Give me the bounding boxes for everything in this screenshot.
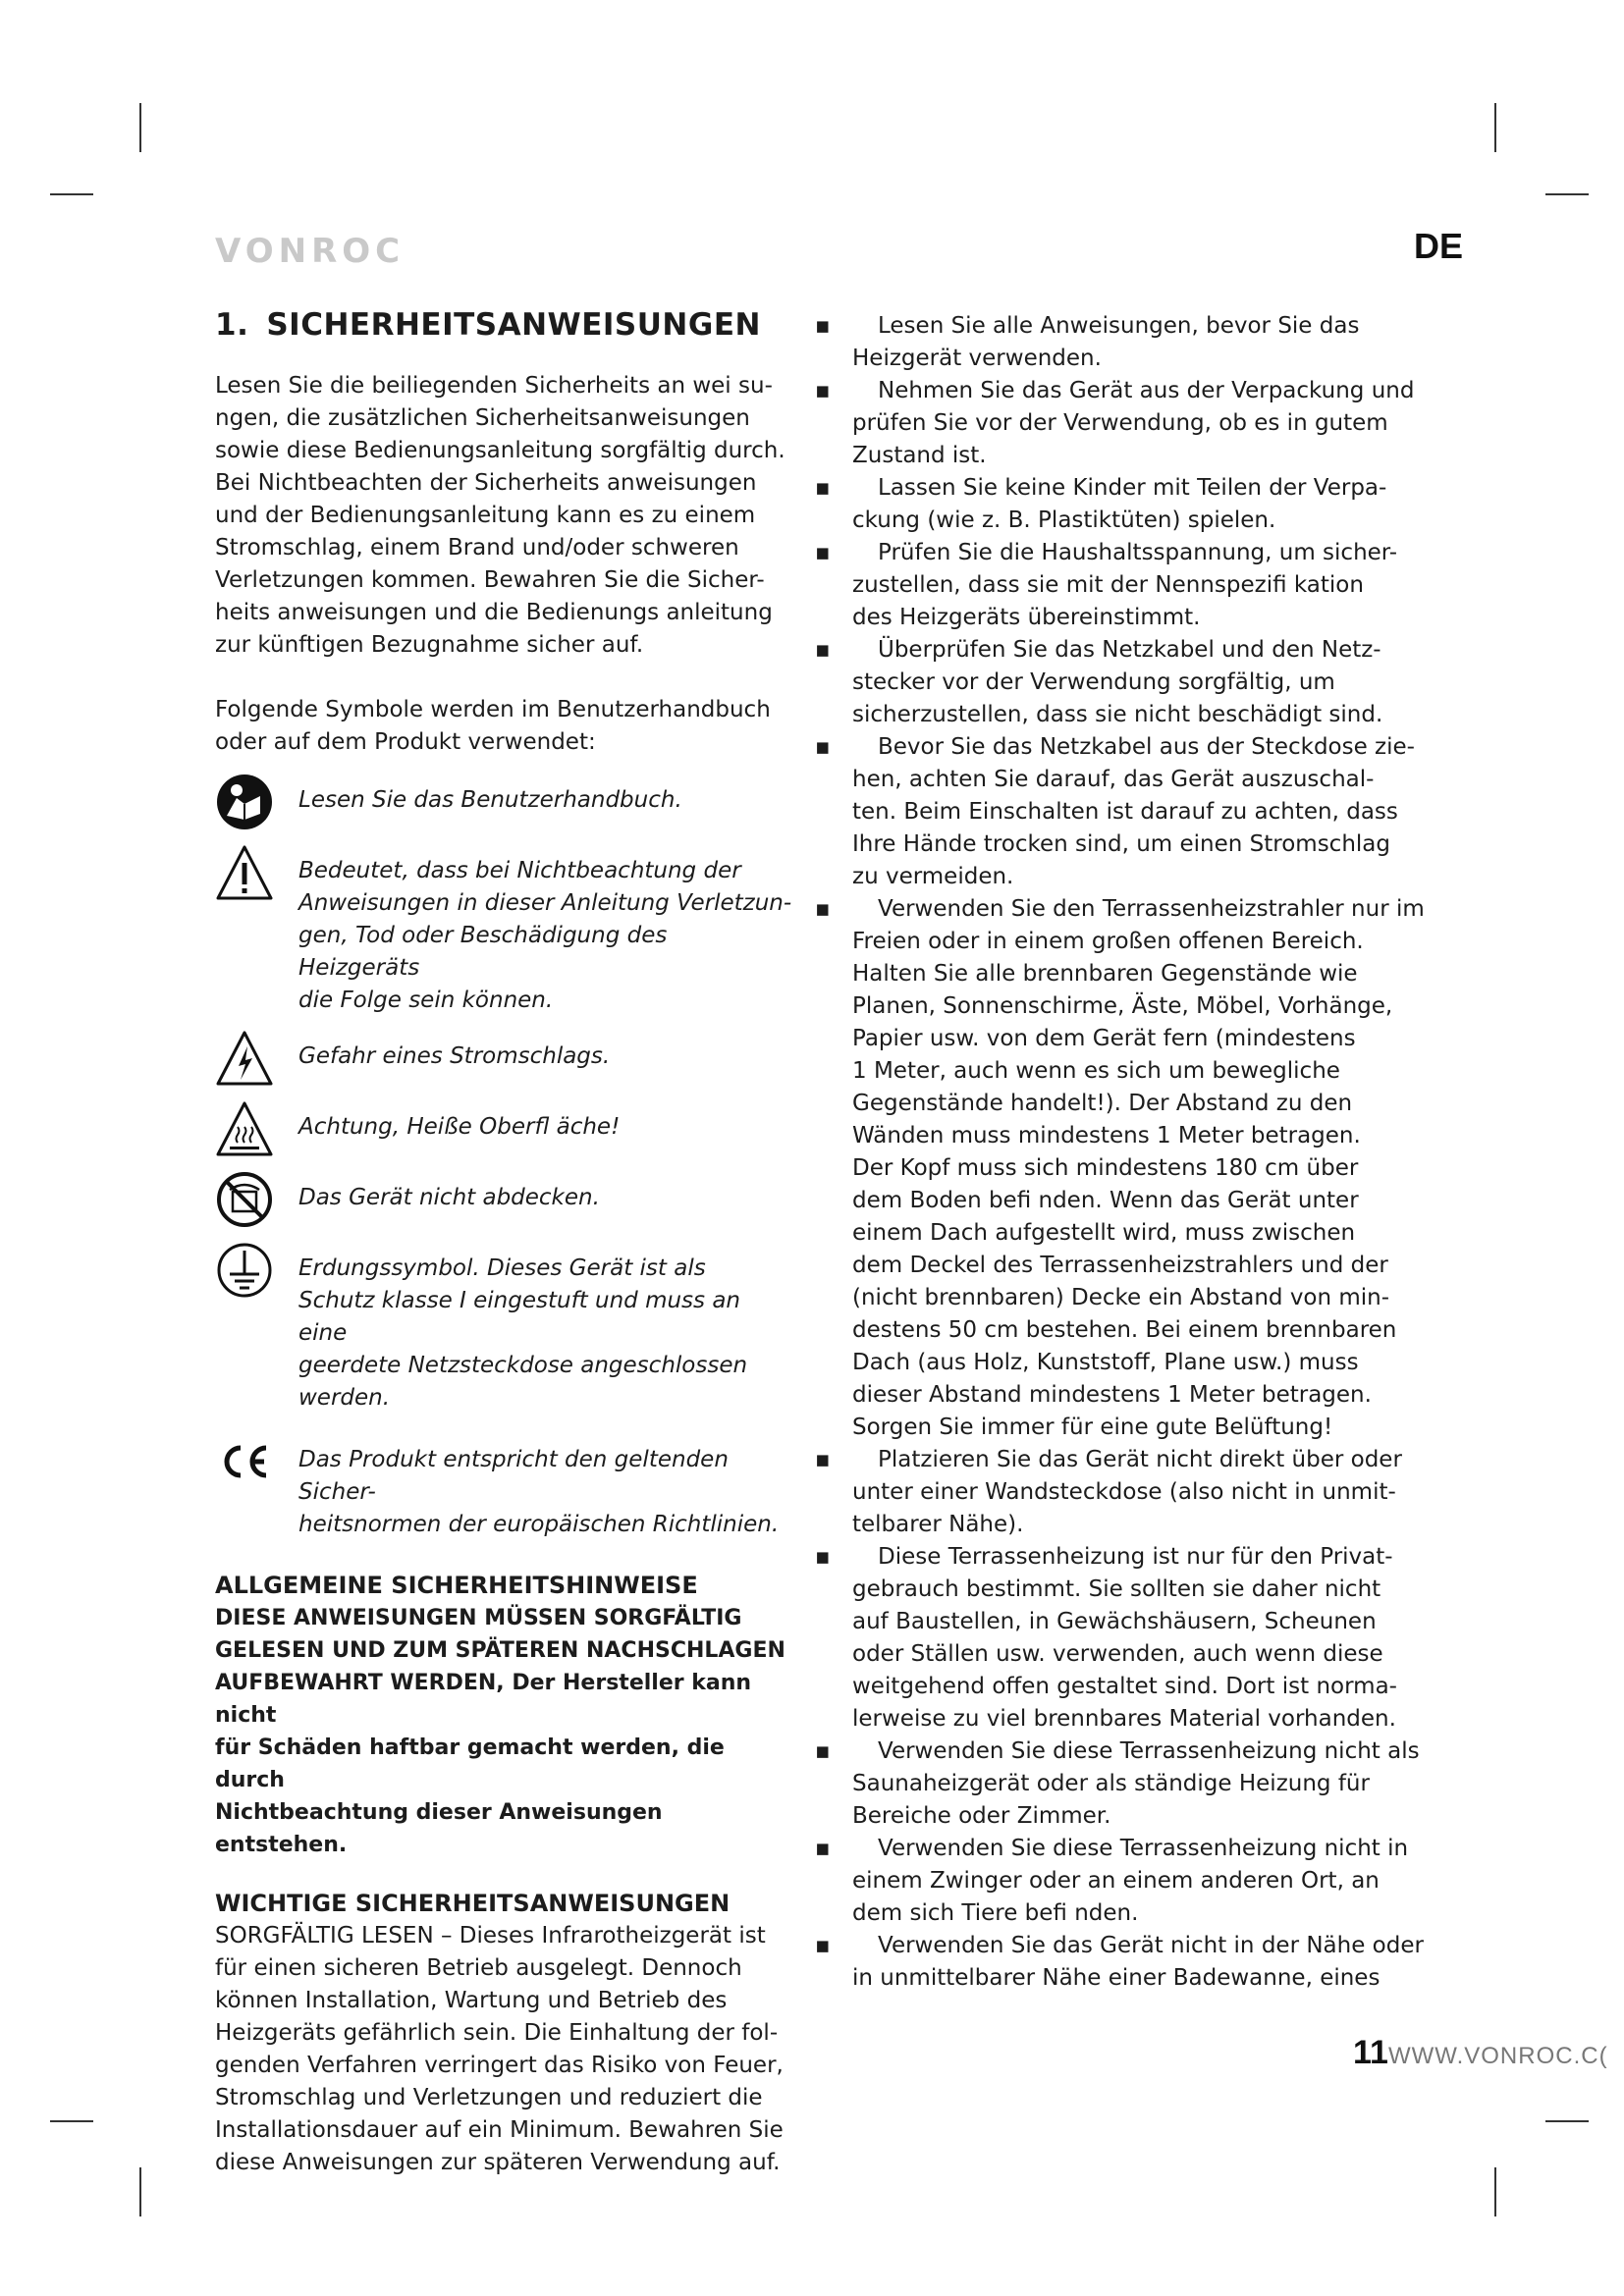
bullet-marker: ▪ (815, 475, 831, 501)
important-safety-text: SORGFÄLTIG LESEN – Dieses Infrarotheizgerät ist für einen sicheren Betrieb ausgelegt. Dennoch können Installation, Wartung und Betrieb des Heizgeräts gefährlich sein. Die Einhaltung der fol- genden Verfahren verringert das Risiko von Feuer, Stromschlag und Verletzungen und reduziert die Installationsdauer auf ein Minimum. Bewahren Sie diese Anweisungen zur späteren Verwendung auf. (215, 1923, 784, 2175)
language-code: DE (1414, 226, 1464, 266)
bullet-line: Gegenstände handelt!). Der Abstand zu den (852, 1091, 1353, 1116)
bullet-line: Nehmen Sie das Gerät aus der Verpackung und (878, 378, 1415, 403)
manual-icon (215, 773, 274, 831)
general-safety-notice: DIESE ANWEISUNGEN MÜSSEN SORGFÄLTIG GELESEN UND ZUM SPÄTEREN NACHSCHLAGEN AUFBEWAHRT WERDEN, Der Hersteller kann nicht für Schäden haftbar gemacht werden, die durch Nichtbeachtung dieser Anweisungen entstehen. (215, 1606, 785, 1857)
crop-mark (139, 2167, 141, 2216)
bullet-line: lerweise zu viel brennbares Material vorhanden. (852, 1706, 1396, 1732)
bullet-item (817, 310, 1426, 375)
bullet-line: Diese Terrassenheizung ist nur für den Privat- (878, 1544, 1393, 1570)
crop-mark (50, 193, 93, 195)
bullet-line: Lassen Sie keine Kinder mit Teilen der Verpa- (878, 475, 1387, 501)
bullet-item (817, 1444, 1426, 1541)
bullet-line: Bereiche oder Zimmer. (852, 1803, 1111, 1829)
bullet-line: ckung (wie z. B. Plastiktüten) spielen. (852, 507, 1276, 533)
page-number: 11 (1353, 2034, 1388, 2071)
bullet-item (817, 634, 1426, 731)
bullet-line: zu vermeiden. (852, 864, 1014, 889)
symbol-row: Bedeutet, dass bei Nichtbeachtung der Anweisungen in dieser Anleitung Verletzun- gen, Tod oder Beschädigung des Heizgeräts die Folge sein können. (215, 843, 794, 1017)
bullet-item (817, 1930, 1426, 1995)
electric-shock-icon (215, 1029, 274, 1088)
bullet-line: auf Baustellen, in Gewächshäusern, Scheunen (852, 1609, 1377, 1634)
bullet-line: dem Deckel des Terrassenheizstrahlers und der (852, 1253, 1388, 1278)
intro-paragraph: Lesen Sie die beiliegenden Sicherheits an wei su- ngen, die zusätzlichen Sicherheitsanweisungen sowie diese Bedienungsanleitung sorgfältig durch. Bei Nichtbeachten der Sicherheits anweisungen und der Bedienungsanleitung kann es zu einem Stromschlag, einem Brand und/oder schweren Verletzungen kommen. Bewahren Sie die Sicher- heits anweisungen und die Bedienungs anleitung zur künftigen Bezugnahme sicher auf. (215, 373, 785, 658)
bullet-line: Verwenden Sie den Terrassenheizstrahler nur im (878, 896, 1425, 922)
bullet-marker: ▪ (815, 1544, 831, 1570)
symbol-row: Gefahr eines Stromschlags. (215, 1029, 794, 1088)
bullet-line: Verwenden Sie das Gerät nicht in der Nähe oder (878, 1933, 1424, 1958)
bullet-marker: ▪ (815, 1738, 831, 1764)
earth-ground-icon (215, 1241, 274, 1300)
symbol-row: Das Gerät nicht abdecken. (215, 1170, 794, 1229)
brand-logo: VONROC (215, 232, 406, 271)
symbol-row: Achtung, Heiße Oberfl äche! (215, 1099, 794, 1158)
bullet-line: Heizgerät verwenden. (852, 346, 1102, 371)
bullet-line: unter einer Wandsteckdose (also nicht in unmit- (852, 1479, 1396, 1505)
bullet-marker: ▪ (815, 378, 831, 403)
crop-mark (139, 103, 141, 152)
bullet-line: Papier usw. von dem Gerät fern (mindestens (852, 1026, 1356, 1051)
symbol-row: Erdungssymbol. Dieses Gerät ist als Schutz klasse I eingestuft und muss an eine geerdete Netzsteckdose angeschlossen werden. (215, 1241, 794, 1415)
bullet-line: Ihre Hände trocken sind, um einen Stromschlag (852, 831, 1390, 857)
bullet-line: einem Dach aufgestellt wird, muss zwischen (852, 1220, 1356, 1246)
bullet-line: Lesen Sie alle Anweisungen, bevor Sie das (878, 313, 1360, 339)
bullet-item (817, 731, 1426, 893)
general-safety-heading: ALLGEMEINE SICHERHEITSHINWEISE (215, 1572, 698, 1599)
bullet-line: hen, achten Sie darauf, das Gerät auszuschal- (852, 767, 1375, 792)
hot-surface-icon (215, 1099, 274, 1158)
right-column (817, 310, 1426, 1995)
important-safety-heading: WICHTIGE SICHERHEITSANWEISUNGEN (215, 1890, 731, 1917)
bullet-marker: ▪ (815, 1836, 831, 1861)
bullet-item (817, 893, 1426, 1444)
bullet-line: 1 Meter, auch wenn es sich um bewegliche (852, 1058, 1340, 1084)
bullet-line: Der Kopf muss sich mindestens 180 cm über (852, 1155, 1359, 1181)
bullet-item (817, 1735, 1426, 1833)
bullet-line: telbarer Nähe). (852, 1512, 1024, 1537)
bullet-marker: ▪ (815, 540, 831, 565)
bullet-line: destens 50 cm bestehen. Bei einem brennbaren (852, 1317, 1397, 1343)
crop-mark (1545, 2120, 1589, 2122)
bullet-line: Überprüfen Sie das Netzkabel und den Netz- (878, 637, 1381, 663)
bullet-line: Freien oder in einem großen offenen Bereich. (852, 929, 1364, 954)
bullet-line: Verwenden Sie diese Terrassenheizung nicht als (878, 1738, 1420, 1764)
bullet-line: weitgehend offen gestaltet sind. Dort ist norma- (852, 1674, 1397, 1699)
bullet-line: prüfen Sie vor der Verwendung, ob es in gutem (852, 410, 1388, 436)
bullet-line: Prüfen Sie die Haushaltsspannung, um sicher- (878, 540, 1398, 565)
symbol-row: Das Produkt entspricht den geltenden Sicher- heitsnormen der europäischen Richtlinien. (215, 1432, 794, 1541)
bullet-line: Verwenden Sie diese Terrassenheizung nicht in (878, 1836, 1409, 1861)
ce-mark-icon (215, 1432, 274, 1491)
bullet-item (817, 1541, 1426, 1735)
bullet-line: gebrauch bestimmt. Sie sollten sie daher nicht (852, 1576, 1381, 1602)
bullet-line: oder Ställen usw. verwenden, auch wenn diese (852, 1641, 1383, 1667)
bullet-line: Saunaheizgerät oder als ständige Heizung für (852, 1771, 1370, 1796)
bullet-line: ten. Beim Einschalten ist darauf zu achten, dass (852, 799, 1398, 825)
bullet-line: stecker vor der Verwendung sorgfältig, um (852, 669, 1335, 695)
bullet-marker: ▪ (815, 313, 831, 339)
page-footer (1353, 2034, 1608, 2072)
bullet-line: Planen, Sonnenschirme, Äste, Möbel, Vorhänge, (852, 993, 1393, 1019)
bullet-line: Wänden muss mindestens 1 Meter betragen. (852, 1123, 1361, 1148)
bullet-marker: ▪ (815, 734, 831, 760)
do-not-cover-icon (215, 1170, 274, 1229)
bullet-line: sicherzustellen, dass sie nicht beschädigt sind. (852, 702, 1383, 727)
left-column (215, 299, 794, 2179)
symbol-row: Lesen Sie das Benutzerhandbuch. (215, 773, 794, 831)
bullet-line: Dach (aus Holz, Kunststoff, Plane usw.) muss (852, 1350, 1359, 1375)
bullet-line: Platzieren Sie das Gerät nicht direkt über oder (878, 1447, 1402, 1472)
bullet-marker: ▪ (815, 637, 831, 663)
crop-mark (1545, 193, 1589, 195)
website-url: WWW.VONROC.C( (1387, 2043, 1608, 2069)
bullet-item (817, 472, 1426, 537)
bullet-line: dem Boden befi nden. Wenn das Gerät unter (852, 1188, 1359, 1213)
bullet-marker: ▪ (815, 1933, 831, 1958)
bullet-line: Bevor Sie das Netzkabel aus der Steckdose zie- (878, 734, 1415, 760)
bullet-line: (nicht brennbaren) Decke ein Abstand von min- (852, 1285, 1390, 1310)
bullet-line: Halten Sie alle brennbaren Gegenstände wie (852, 961, 1358, 987)
bullet-line: Sorgen Sie immer für eine gute Belüftung! (852, 1415, 1333, 1440)
bullet-marker: ▪ (815, 1447, 831, 1472)
bullet-line: einem Zwinger oder an einem anderen Ort, an (852, 1868, 1380, 1894)
warning-icon (215, 843, 274, 902)
bullet-item (817, 375, 1426, 472)
crop-mark (1494, 2167, 1496, 2216)
bullet-line: Zustand ist. (852, 443, 987, 468)
bullet-line: des Heizgeräts übereinstimmt. (852, 605, 1201, 630)
symbols-intro: Folgende Symbole werden im Benutzerhandbuch oder auf dem Produkt verwendet: (215, 697, 771, 755)
bullet-item (817, 537, 1426, 634)
bullet-line: zustellen, dass sie mit der Nennspezifi kation (852, 572, 1364, 598)
crop-mark (50, 2120, 93, 2122)
section-heading: 1. SICHERHEITSANWEISUNGEN (215, 307, 761, 343)
crop-mark (1494, 103, 1496, 152)
bullet-line: in unmittelbarer Nähe einer Badewanne, eines (852, 1965, 1380, 1991)
bullet-item (817, 1833, 1426, 1930)
bullet-marker: ▪ (815, 896, 831, 922)
bullet-line: dieser Abstand mindestens 1 Meter betragen. (852, 1382, 1372, 1408)
bullet-line: dem sich Tiere befi nden. (852, 1900, 1139, 1926)
